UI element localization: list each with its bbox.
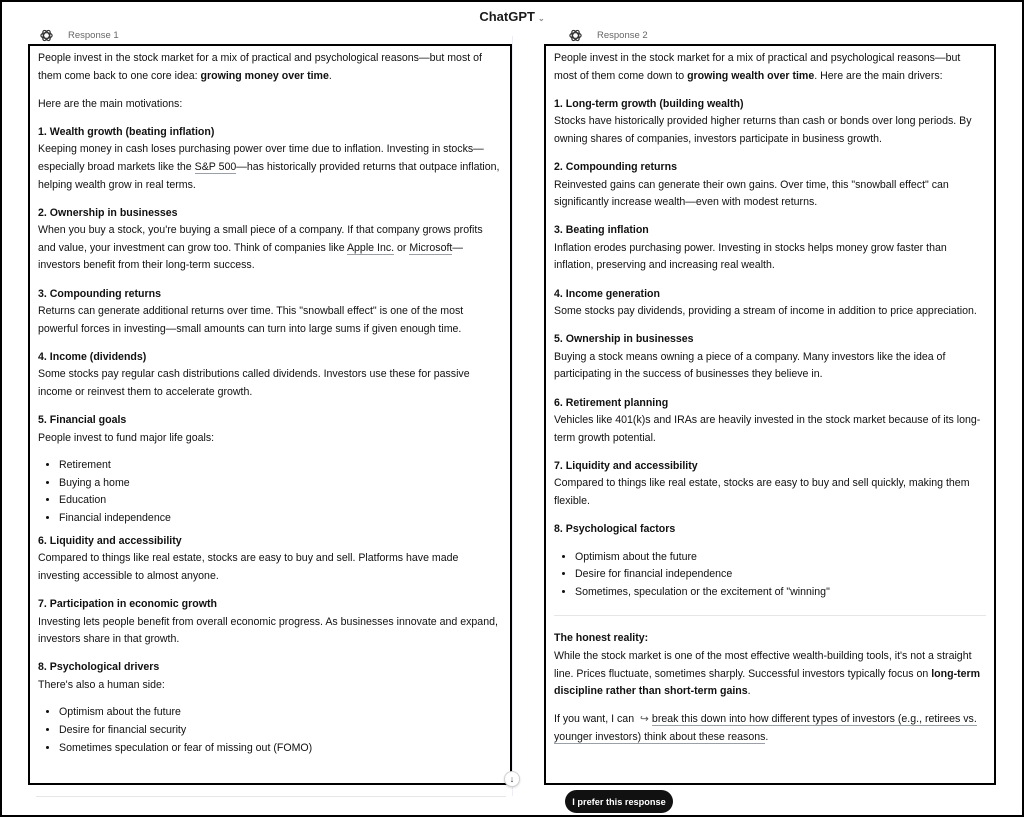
- section-compounding: 3. Compounding returns Returns can generate additional returns over time. This "snowball effect" is one of the most powerful forces in investing—small amounts can turn into large sums if given enough time.: [38, 286, 502, 339]
- reply-arrow-icon: ↪: [640, 713, 649, 726]
- psychological-list: [38, 704, 502, 757]
- scroll-down-button[interactable]: [504, 771, 520, 787]
- section-heading: 3. Compounding returns: [38, 287, 162, 300]
- section-income: 4. Income generation Some stocks pay dividends, providing a stream of income in addition to price appreciation.: [554, 286, 986, 321]
- followup-offer: If you want, I can ↪ break this down into how different types of investors (e.g., retirees vs. younger investors) think about these reasons.: [554, 713, 977, 743]
- model-name: ChatGPT: [479, 9, 535, 24]
- response-2-header: [568, 27, 648, 43]
- model-selector[interactable]: [479, 9, 544, 24]
- microsoft-link[interactable]: Microsoft: [409, 241, 453, 254]
- section-liquidity: 7. Liquidity and accessibility Compared to things like real estate, stocks are easy to buy and sell quickly, making them flexible.: [554, 458, 986, 511]
- section-economic-growth: 7. Participation in economic growth Investing lets people benefit from overall economic progress. As businesses innovate and expand, investors share in that growth.: [38, 596, 502, 649]
- section-ownership: 2. Ownership in businesses When you buy a stock, you're buying a small piece of a company. If that company grows profits and value, your investment can grow too. Think of companies like Apple Inc. or Microsoft—investors benefit from their long-term success.: [38, 205, 502, 275]
- response-2-panel: [544, 44, 996, 785]
- section-heading: 4. Income generation: [554, 287, 660, 300]
- section-heading: 8. Psychological factors: [554, 523, 676, 536]
- section-reality: The honest reality: While the stock market is one of the most effective wealth-building tools, it's not a straight line. Prices fluctuate, sometimes sharply. Successful investors typically focus on long-term discipline rather than short-term gains.: [554, 630, 986, 700]
- list-item: • Desire for financial security: [59, 722, 502, 740]
- response-label: Response 2: [597, 29, 648, 41]
- list-item: • Education: [59, 492, 502, 510]
- section-heading: The honest reality:: [554, 632, 649, 645]
- goals-list: [38, 457, 502, 527]
- sp500-link[interactable]: S&P 500: [194, 160, 237, 173]
- chevron-down-icon: ⌄: [537, 14, 545, 23]
- divider: [36, 796, 506, 797]
- section-heading: 2. Ownership in businesses: [38, 206, 178, 219]
- section-heading: 3. Beating inflation: [554, 224, 649, 237]
- section-ownership: 5. Ownership in businesses Buying a stock means owning a piece of a company. Many investors like the idea of participating in the success of businesses they believe in.: [554, 331, 986, 384]
- followup-link[interactable]: break this down into how different types of investors (e.g., retirees vs. younger investors) think about these reasons: [554, 713, 977, 743]
- list-item: • Optimism about the future: [59, 704, 502, 722]
- list-item: • Financial independence: [59, 510, 502, 528]
- section-heading: 7. Liquidity and accessibility: [554, 459, 698, 472]
- section-financial-goals: 5. Financial goals People invest to fund major life goals:: [38, 412, 502, 447]
- list-item: • Retirement: [59, 457, 502, 475]
- section-heading: 8. Psychological drivers: [38, 661, 160, 674]
- section-heading: 5. Financial goals: [38, 414, 127, 427]
- apple-link[interactable]: Apple Inc.: [346, 241, 395, 254]
- column-divider: [509, 36, 515, 796]
- response-label: Response 1: [68, 29, 119, 41]
- prefer-response-button[interactable]: I prefer this response: [565, 790, 673, 813]
- list-item: • Optimism about the future: [575, 549, 986, 567]
- section-psychological: 8. Psychological drivers There's also a human side:: [38, 659, 502, 694]
- section-inflation: 3. Beating inflation Inflation erodes purchasing power. Investing in stocks helps money grow faster than inflation, preserving and increasing real wealth.: [554, 222, 986, 275]
- section-heading: 1. Long-term growth (building wealth): [554, 97, 744, 110]
- section-heading: 7. Participation in economic growth: [38, 597, 217, 610]
- arrow-down-icon: ↓: [509, 774, 515, 784]
- list-item: • Sometimes, speculation or the excitement of "winning": [575, 584, 986, 602]
- section-psychological: [554, 521, 986, 539]
- section-long-term-growth: 1. Long-term growth (building wealth) Stocks have historically provided higher returns than cash or bonds over long periods. By owning shares of companies, investors participate in business growth.: [554, 96, 986, 149]
- section-heading: 5. Ownership in businesses: [554, 333, 694, 346]
- paragraph: Here are the main motivations:: [38, 97, 183, 110]
- section-wealth-growth: 1. Wealth growth (beating inflation) Keeping money in cash loses purchasing power over time due to inflation. Investing in stocks—especially broad markets like the S&P 500—has historically provided returns that outpace inflation, helping wealth grow in real terms.: [38, 124, 502, 194]
- openai-logo-icon: [39, 28, 54, 43]
- section-heading: 4. Income (dividends): [38, 350, 147, 363]
- section-heading: 6. Retirement planning: [554, 396, 669, 409]
- section-compounding: 2. Compounding returns Reinvested gains can generate their own gains. Over time, this "snowball effect" can significantly increase wealth—even with modest returns.: [554, 159, 986, 212]
- section-heading: 1. Wealth growth (beating inflation): [38, 125, 215, 138]
- divider: [554, 615, 986, 616]
- response-1-panel: [28, 44, 512, 785]
- list-item: • Sometimes speculation or fear of missing out (FOMO): [59, 740, 502, 758]
- section-liquidity: 6. Liquidity and accessibility Compared to things like real estate, stocks are easy to buy and sell. Platforms have made investing accessible to almost anyone.: [38, 533, 502, 586]
- section-income: 4. Income (dividends) Some stocks pay regular cash distributions called dividends. Investors use these for passive income or reinvest them to accelerate growth.: [38, 349, 502, 402]
- section-heading: 2. Compounding returns: [554, 160, 678, 173]
- paragraph: People invest in the stock market for a mix of practical and psychological reasons—but most of them come back to one core idea: growing money over time.: [38, 52, 482, 82]
- response-1-header: [39, 27, 119, 43]
- section-heading: 6. Liquidity and accessibility: [38, 534, 182, 547]
- section-retirement: 6. Retirement planning Vehicles like 401(k)s and IRAs are heavily invested in the stock market because of its long-term growth potential.: [554, 395, 986, 448]
- openai-logo-icon: [568, 28, 583, 43]
- psychological-list: [554, 549, 986, 602]
- list-item: • Buying a home: [59, 475, 502, 493]
- list-item: • Desire for financial independence: [575, 566, 986, 584]
- paragraph: People invest in the stock market for a mix of practical and psychological reasons—but most of them come down to growing wealth over time. Here are the main drivers:: [554, 52, 961, 82]
